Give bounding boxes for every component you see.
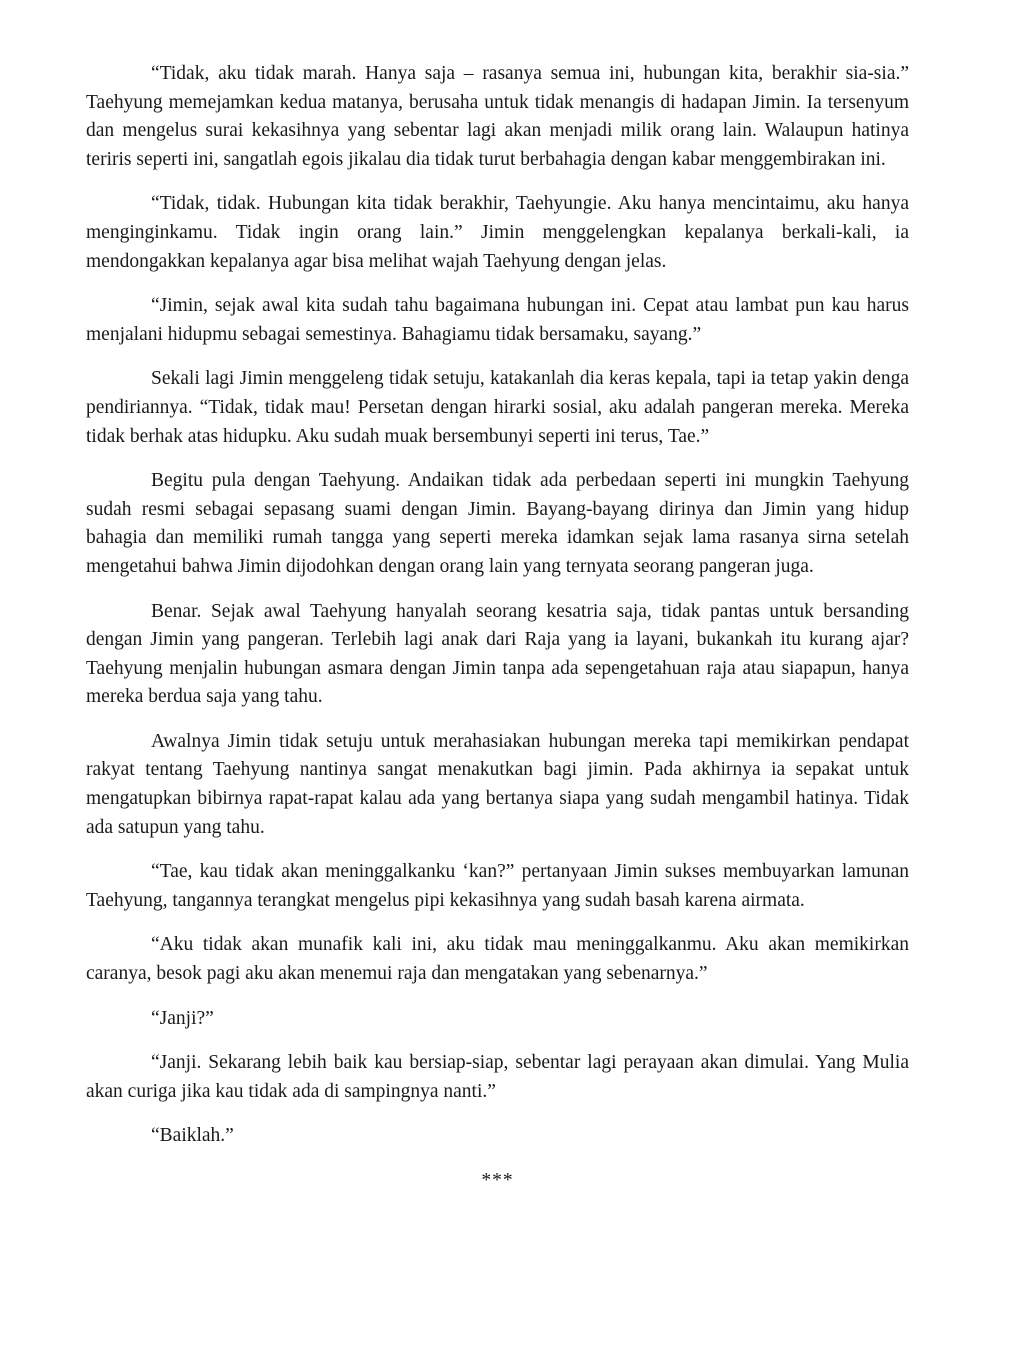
document-page [86, 60, 909, 1196]
paragraph: Begitu pula dengan Taehyung. Andaikan tidak ada perbedaan seperti ini mungkin Taehyung sudah resmi sebagai sepasang suami dengan Jimin. Bayang-bayang dirinya dan Jimin yang hidup bahagia dan memiliki rumah tangga yang seperti mereka idamkan sejak lama rasanya sirna setelah mengetahui bahwa Jimin dijodohkan dengan orang lain yang ternyata seorang pangeran juga. [86, 470, 909, 577]
paragraph: “Janji?” [151, 1007, 214, 1029]
paragraph: “Tidak, aku tidak marah. Hanya saja – rasanya semua ini, hubungan kita, berakhir sia-sia.” Taehyung memejamkan kedua matanya, berusaha untuk tidak menangis di hadapan Jimin. Ia tersenyum dan mengelus surai kekasihnya yang sebentar lagi akan menjadi milik orang lain. Walaupun hatinya teriris seperti ini, sangatlah egois jikalau dia tidak turut berbahagia dengan kabar menggembirakan ini. [86, 63, 909, 170]
paragraph: “Janji. Sekarang lebih baik kau bersiap-siap, sebentar lagi perayaan akan dimulai. Yang Mulia akan curiga jika kau tidak ada di sampingnya nanti.” [86, 1052, 909, 1102]
paragraph: “Jimin, sejak awal kita sudah tahu bagaimana hubungan ini. Cepat atau lambat pun kau harus menjalani hidupmu sebagai semestinya. Bahagiamu tidak bersamaku, sayang.” [86, 295, 909, 345]
scene-separator: *** [481, 1170, 514, 1191]
paragraph: “Tidak, tidak. Hubungan kita tidak berakhir, Taehyungie. Aku hanya mencintaimu, aku hanya menginginkamu. Tidak ingin orang lain.” Jimin menggelengkan kepalanya berkali-kali, ia mendongakkan kepalanya agar bisa melihat wajah Taehyung dengan jelas. [86, 193, 909, 272]
paragraph: “Tae, kau tidak akan meninggalkanku ‘kan?” pertanyaan Jimin sukses membuyarkan lamunan Taehyung, tangannya terangkat mengelus pipi kekasihnya yang sudah basah karena airmata. [86, 861, 909, 911]
paragraph: “Aku tidak akan munafik kali ini, aku tidak mau meninggalkanmu. Aku akan memikirkan caranya, besok pagi aku akan menemui raja dan mengatakan yang sebenarnya.” [86, 934, 909, 985]
paragraph: Sekali lagi Jimin menggeleng tidak setuju, katakanlah dia keras kepala, tapi ia tetap yakin denga pendiriannya. “Tidak, tidak mau! Persetan dengan hirarki sosial, aku adalah pangeran mereka. Mereka tidak berhak atas hidupku. Aku sudah muak bersembunyi seperti ini terus, Tae.” [86, 368, 909, 447]
paragraph: Benar. Sejak awal Taehyung hanyalah seorang kesatria saja, tidak pantas untuk bersanding dengan Jimin yang pangeran. Terlebih lagi anak dari Raja yang ia layani, bukankah itu kurang ajar? Taehyung menjalin hubungan asmara dengan Jimin tanpa ada sepengetahuan raja atau siapapun, hanya mereka berdua saja yang tahu. [86, 600, 909, 708]
paragraph: “Baiklah.” [151, 1125, 234, 1147]
paragraph: Awalnya Jimin tidak setuju untuk merahasiakan hubungan mereka tapi memikirkan pendapat rakyat tentang Taehyung nantinya sangat menakutkan bagi jimin. Pada akhirnya ia sepakat untuk mengatupkan bibirnya rapat-rapat kalau ada yang bertanya siapa yang sudah mengambil hatinya. Tidak ada satupun yang tahu. [86, 730, 909, 838]
